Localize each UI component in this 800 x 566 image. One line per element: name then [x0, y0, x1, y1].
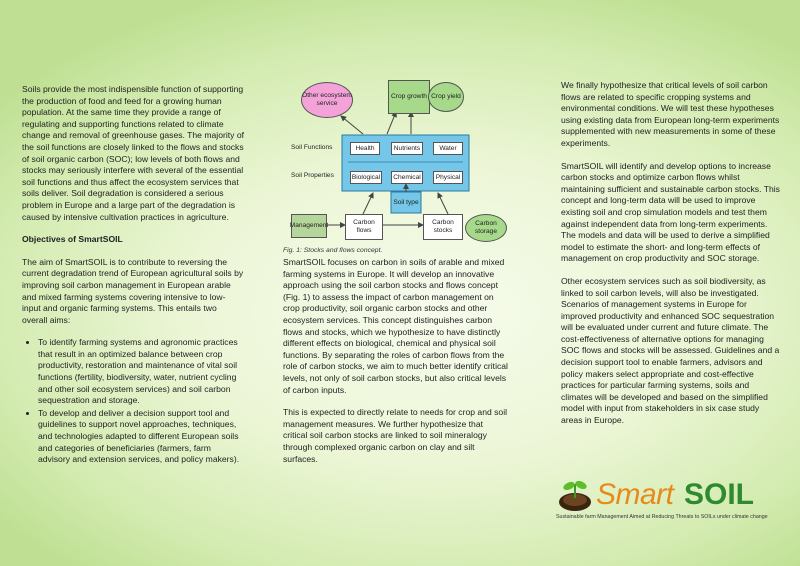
right-paragraph-2: SmartSOIL will identify and develop options to increase carbon stocks and optimize carbon flows whilst maintaining sufficient and sustainable carbon stocks. This concept and long-term data will be used to improve existing soil and crop simulation models and test them against independent data from long-term experiments. The models and data will be used to derive a simplified model to estimate the short- and long-term effects of management on crop productivity and SOC storage.	[561, 160, 780, 264]
smartsoil-logo	[556, 478, 786, 526]
chemical-node: Chemical	[391, 171, 423, 184]
management-node: Management	[291, 214, 327, 238]
logo-soil-text: SOIL	[684, 478, 755, 511]
soil-type-label: Soil type	[393, 199, 419, 207]
aims-list	[22, 337, 244, 466]
carbon-stocks-node: Carbon stocks	[423, 214, 463, 240]
figure-caption: Fig. 1: Stocks and flows concept.	[283, 247, 383, 254]
right-paragraph-3: Other ecosystem services such as soil biodiversity, as linked to soil carbon levels, will also be investigated. Scenarios of management systems in Europe for improved productivity and enhanced SOC sequestration will be evaluated under current and future climate. The cost-effectiveness of alternative options for managing SOC flows and stocks will be assessed. Guidelines and a decision support tool to enable farmers, advisors and policy makers select appropriate and cost-effective practices for particular farming systems, soils and climates will be developed and based on the simplified model with input from stakeholders in six case study areas in Europe.	[561, 275, 780, 426]
carbon-flows-node: Carbon flows	[345, 214, 383, 240]
middle-paragraph-1: SmartSOIL focuses on carbon in soils of arable and mixed farming systems in Europe. It will develop an innovative approach using the soil carbon stocks and flows concept (Fig. 1) to assess the impact of carbon management on crop productivity, soil organic carbon stocks and other ecosystem services. This concept distinguishes carbon flows and stocks, which we hypothesize to have distinctly different effects on biological, chemical and physical soil functions. By separating the roles of carbon flows from the role of carbon stocks, we aim to much better identify critical levels, not only of soil carbon stocks, but also critical levels of carbon inputs.	[283, 257, 508, 395]
biological-node: Biological	[350, 171, 382, 184]
soil-sprout-icon	[556, 478, 594, 512]
objectives-heading: Objectives of SmartSOIL	[22, 234, 123, 245]
physical-node: Physical	[433, 171, 463, 184]
other-services-node: Other ecosystem service	[301, 82, 353, 118]
nutrients-node: Nutrients	[391, 142, 423, 155]
column-right	[561, 80, 781, 438]
middle-paragraph-2: This is expected to directly relate to needs for crop and soil management measures. We further hypothesize that critical soil carbon stocks are linked to soil mineralogy through complexed organic carbon on clay and silt surfaces.	[283, 407, 508, 464]
objectives-paragraph: The aim of SmartSOIL is to contribute to reversing the current degradation trend of European agricultural soils by improving soil carbon management in European arable and mixed farming systems covering intensive to low-input and organic farming systems. This entails two overall aims:	[22, 256, 244, 325]
aim-item: • To develop and deliver a decision support tool and guidelines to support novel approaches, techniques, and technologies adapted to different European soils and categories of beneficiaries (farmers, farm advisory and extension services, and policy makers).	[38, 408, 244, 466]
water-node: Water	[433, 142, 463, 155]
column-middle	[283, 257, 509, 476]
soil-properties-label: Soil Properties	[291, 172, 334, 179]
crop-growth-node: Crop growth	[388, 80, 430, 114]
soil-functions-label: Soil Functions	[291, 144, 333, 151]
carbon-storage-node: Carbon storage	[465, 214, 507, 242]
intro-paragraph: Soils provide the most indispensible function of supporting the production of food and feed for a growing human population. At the same time they provide a range of regulating and supporting functions related to climate change and removal of greenhouse gases. The majority of the soil functions are closely linked to the flows and stocks of soil organic carbon (SOC); low levels of both flows and stocks may seriously interfere with several of the essential soil functions and thus affect the ecosystem services that soils deliver. Soil degradation is considered a serious problem in Europe and a large part of the degradation is caused by intensive cultivation practices in agriculture.	[22, 84, 244, 222]
stocks-flows-diagram	[283, 80, 513, 260]
right-paragraph-1: We finally hypothesize that critical levels of soil carbon flows are related to specific cropping systems and environmental conditions. We will test these hypotheses using existing data from European long-term experiments supplemented with new measurements in some of these experiments.	[561, 80, 780, 148]
health-node: Health	[350, 142, 380, 155]
logo-tagline: Sustainable farm Management Aimed at Reducing Threats to SOILs under climate change	[556, 514, 768, 520]
aim-item: • To identify farming systems and agronomic practices that result in an optimized balance between crop productivity, restoration and maintenance of vital soil functions (fertility, biodiversity, water, nutrient cycling and other soil ecosystem services) and soil carbon sequestration and storage.	[38, 337, 244, 407]
column-left	[22, 84, 244, 467]
crop-yield-node: Crop yield	[428, 82, 464, 112]
logo-smart-text: Smart	[596, 478, 674, 511]
